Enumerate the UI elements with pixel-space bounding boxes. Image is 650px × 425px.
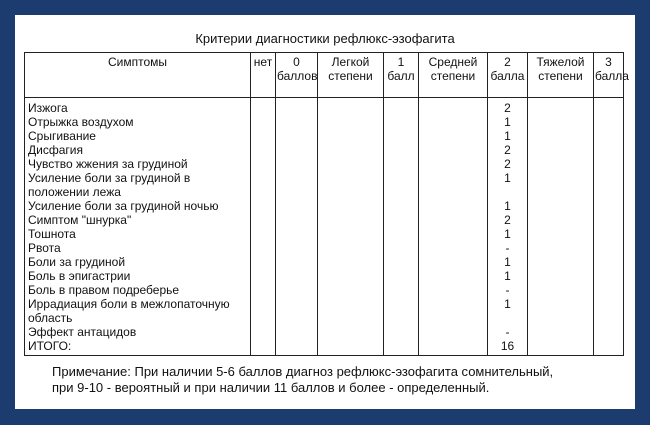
symptom-cell: Иррадиация боли в межлопаточную область — [25, 297, 251, 325]
empty-cell — [419, 325, 488, 339]
empty-cell — [276, 115, 318, 129]
empty-cell — [251, 98, 276, 116]
empty-cell — [276, 129, 318, 143]
criteria-table — [24, 52, 629, 356]
empty-cell — [318, 255, 384, 269]
score-cell: 1 — [488, 297, 528, 325]
empty-cell — [419, 283, 488, 297]
empty-cell — [276, 241, 318, 255]
column-header: 0 баллов — [276, 53, 318, 98]
empty-cell — [384, 143, 419, 157]
empty-cell — [251, 269, 276, 283]
empty-cell — [251, 171, 276, 199]
empty-cell — [384, 227, 419, 241]
footnote — [52, 364, 553, 396]
score-cell: 16 — [488, 339, 528, 356]
empty-cell — [594, 115, 624, 129]
column-header: 2 балла — [488, 53, 528, 98]
empty-cell — [384, 283, 419, 297]
empty-cell — [528, 255, 594, 269]
empty-cell — [318, 199, 384, 213]
empty-cell — [251, 199, 276, 213]
empty-cell — [419, 297, 488, 325]
score-cell: 1 — [488, 199, 528, 213]
empty-cell — [318, 143, 384, 157]
score-cell: - — [488, 325, 528, 339]
table-row — [25, 297, 624, 325]
symptom-cell: Симптом "шнурка" — [25, 213, 251, 227]
empty-cell — [419, 213, 488, 227]
empty-cell — [276, 269, 318, 283]
table-row — [25, 269, 624, 283]
footnote-line: при 9-10 - вероятный и при наличии 11 баллов и более - определенный. — [52, 380, 490, 395]
empty-cell — [251, 143, 276, 157]
empty-cell — [318, 171, 384, 199]
empty-cell — [318, 283, 384, 297]
empty-cell — [528, 171, 594, 199]
empty-cell — [276, 157, 318, 171]
empty-cell — [251, 213, 276, 227]
empty-cell — [276, 325, 318, 339]
symptom-cell: Чувство жжения за грудиной — [25, 157, 251, 171]
empty-cell — [528, 227, 594, 241]
column-header: Симптомы — [25, 53, 251, 98]
empty-cell — [419, 98, 488, 116]
symptom-cell: Боль в эпигастрии — [25, 269, 251, 283]
empty-cell — [528, 199, 594, 213]
symptom-cell: Отрыжка воздухом — [25, 115, 251, 129]
column-header: Средней степени — [419, 53, 488, 98]
empty-cell — [276, 283, 318, 297]
empty-cell — [276, 255, 318, 269]
score-cell: 2 — [488, 213, 528, 227]
empty-cell — [528, 339, 594, 356]
empty-cell — [251, 115, 276, 129]
symptom-cell: Срыгивание — [25, 129, 251, 143]
empty-cell — [276, 297, 318, 325]
table-row — [25, 283, 624, 297]
table-row — [25, 171, 624, 199]
score-cell: 1 — [488, 129, 528, 143]
empty-cell — [318, 325, 384, 339]
table-row — [25, 199, 624, 213]
empty-cell — [594, 255, 624, 269]
empty-cell — [251, 297, 276, 325]
empty-cell — [318, 98, 384, 116]
empty-cell — [384, 115, 419, 129]
score-cell: - — [488, 283, 528, 297]
empty-cell — [419, 143, 488, 157]
empty-cell — [419, 157, 488, 171]
empty-cell — [419, 115, 488, 129]
empty-cell — [594, 339, 624, 356]
symptom-cell: Боли за грудиной — [25, 255, 251, 269]
empty-cell — [318, 297, 384, 325]
empty-cell — [384, 241, 419, 255]
empty-cell — [528, 213, 594, 227]
empty-cell — [594, 241, 624, 255]
table-title: Критерии диагностики рефлюкс-эзофагита — [195, 31, 455, 46]
table-row — [25, 241, 624, 255]
empty-cell — [276, 199, 318, 213]
column-header: 3 балла — [594, 53, 624, 98]
table-row — [25, 213, 624, 227]
table-row — [25, 143, 624, 157]
empty-cell — [384, 269, 419, 283]
empty-cell — [251, 283, 276, 297]
empty-cell — [276, 98, 318, 116]
empty-cell — [318, 241, 384, 255]
table-row — [25, 255, 624, 269]
empty-cell — [594, 297, 624, 325]
empty-cell — [419, 199, 488, 213]
empty-cell — [594, 171, 624, 199]
symptom-cell: Рвота — [25, 241, 251, 255]
empty-cell — [594, 98, 624, 116]
score-cell: 1 — [488, 269, 528, 283]
empty-cell — [384, 171, 419, 199]
empty-cell — [419, 227, 488, 241]
score-cell: - — [488, 241, 528, 255]
document-card — [15, 15, 635, 409]
empty-cell — [318, 339, 384, 356]
table-row — [25, 227, 624, 241]
empty-cell — [528, 157, 594, 171]
empty-cell — [419, 269, 488, 283]
empty-cell — [594, 269, 624, 283]
empty-cell — [594, 129, 624, 143]
score-cell: 1 — [488, 227, 528, 241]
empty-cell — [251, 325, 276, 339]
symptom-cell: Боль в правом подреберье — [25, 283, 251, 297]
symptom-cell: Тошнота — [25, 227, 251, 241]
footnote-line: Примечание: При наличии 5-6 баллов диагноз рефлюкс-эзофагита сомнительный, — [52, 364, 554, 379]
empty-cell — [528, 115, 594, 129]
score-cell: 1 — [488, 115, 528, 129]
empty-cell — [594, 157, 624, 171]
empty-cell — [528, 98, 594, 116]
empty-cell — [276, 227, 318, 241]
empty-cell — [419, 255, 488, 269]
empty-cell — [276, 171, 318, 199]
column-header: нет — [251, 53, 276, 98]
empty-cell — [419, 339, 488, 356]
empty-cell — [528, 297, 594, 325]
score-cell: 2 — [488, 143, 528, 157]
empty-cell — [384, 255, 419, 269]
empty-cell — [528, 283, 594, 297]
empty-cell — [251, 157, 276, 171]
header-row — [25, 53, 624, 98]
empty-cell — [384, 129, 419, 143]
symptom-cell: Эффект антацидов — [25, 325, 251, 339]
table-row — [25, 129, 624, 143]
score-cell: 2 — [488, 98, 528, 116]
empty-cell — [384, 213, 419, 227]
empty-cell — [318, 115, 384, 129]
empty-cell — [384, 98, 419, 116]
total-row — [25, 339, 624, 356]
empty-cell — [594, 283, 624, 297]
table-row — [25, 98, 624, 116]
empty-cell — [251, 241, 276, 255]
empty-cell — [419, 241, 488, 255]
empty-cell — [384, 199, 419, 213]
table-row — [25, 115, 624, 129]
empty-cell — [276, 213, 318, 227]
empty-cell — [318, 129, 384, 143]
symptom-cell: Усиление боли за грудиной в положении лежа — [25, 171, 251, 199]
empty-cell — [528, 241, 594, 255]
table-row — [25, 157, 624, 171]
symptom-cell: ИТОГО: — [25, 339, 251, 356]
empty-cell — [384, 339, 419, 356]
empty-cell — [594, 199, 624, 213]
score-cell: 1 — [488, 255, 528, 269]
empty-cell — [594, 325, 624, 339]
symptom-cell: Дисфагия — [25, 143, 251, 157]
empty-cell — [384, 157, 419, 171]
empty-cell — [528, 269, 594, 283]
empty-cell — [419, 171, 488, 199]
empty-cell — [384, 297, 419, 325]
score-cell: 2 — [488, 157, 528, 171]
symptom-cell: Изжога — [25, 98, 251, 116]
empty-cell — [419, 129, 488, 143]
table-row — [25, 325, 624, 339]
column-header: 1 балл — [384, 53, 419, 98]
empty-cell — [528, 143, 594, 157]
empty-cell — [594, 213, 624, 227]
empty-cell — [276, 143, 318, 157]
empty-cell — [528, 129, 594, 143]
empty-cell — [318, 269, 384, 283]
empty-cell — [528, 325, 594, 339]
empty-cell — [384, 325, 419, 339]
score-cell: 1 — [488, 171, 528, 199]
empty-cell — [251, 129, 276, 143]
table-body — [25, 98, 624, 356]
column-header: Легкой степени — [318, 53, 384, 98]
empty-cell — [594, 143, 624, 157]
empty-cell — [251, 339, 276, 356]
empty-cell — [594, 227, 624, 241]
empty-cell — [318, 227, 384, 241]
empty-cell — [318, 213, 384, 227]
empty-cell — [276, 339, 318, 356]
empty-cell — [251, 255, 276, 269]
symptom-cell: Усиление боли за грудиной ночью — [25, 199, 251, 213]
empty-cell — [318, 157, 384, 171]
column-header: Тяжелой степени — [528, 53, 594, 98]
empty-cell — [251, 227, 276, 241]
